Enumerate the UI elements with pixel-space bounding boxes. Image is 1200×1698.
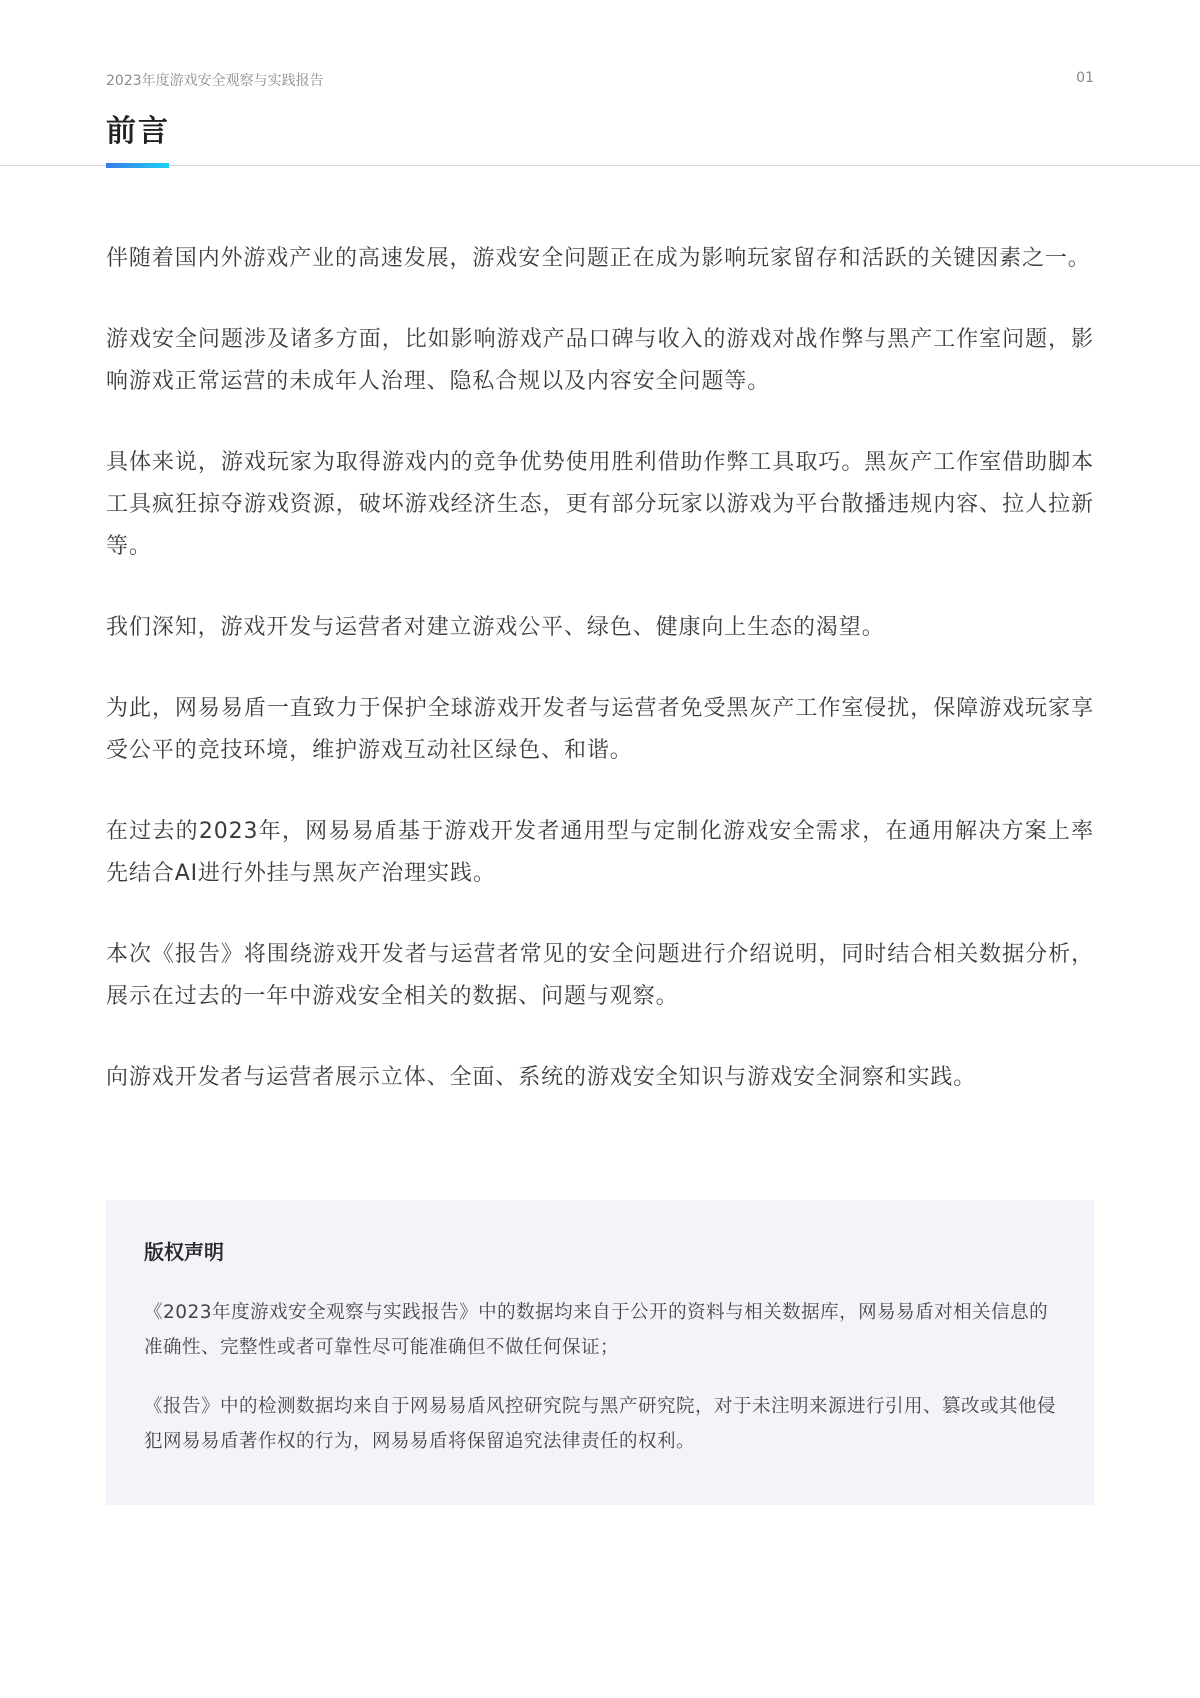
paragraph: 向游戏开发者与运营者展示立体、全面、系统的游戏安全知识与游戏安全洞察和实践。 <box>106 1065 977 1090</box>
paragraph: 在过去的2023年，网易易盾基于游戏开发者通用型与定制化游戏安全需求，在通用解决方案上率先结合AI进行外挂与黑灰产治理实践。 <box>106 819 1094 886</box>
copyright-item: 《报告》中的检测数据均来自于网易易盾风控研究院与黑产研究院，对于未注明来源进行引用、篡改或其他侵犯网易易盾著作权的行为，网易易盾将保留追究法律责任的权利。 <box>144 1396 1057 1452</box>
paragraph: 伴随着国内外游戏产业的高速发展，游戏安全问题正在成为影响玩家留存和活跃的关键因素之一。 <box>106 246 1091 271</box>
paragraph: 为此，网易易盾一直致力于保护全球游戏开发者与运营者免受黑灰产工作室侵扰，保障游戏玩家享受公平的竞技环境，维护游戏互动社区绿色、和谐。 <box>106 696 1094 763</box>
copyright-notice <box>106 1200 1094 1505</box>
preface-body <box>106 238 1094 1138</box>
page-title: 前言 <box>106 114 170 149</box>
paragraph: 游戏安全问题涉及诸多方面，比如影响游戏产品口碑与收入的游戏对战作弊与黑产工作室问题，影响游戏正常运营的未成年人治理、隐私合规以及内容安全问题等。 <box>106 327 1094 394</box>
report-name: 2023年度游戏安全观察与实践报告 <box>106 73 324 89</box>
title-accent-bar <box>106 163 169 168</box>
paragraph: 本次《报告》将围绕游戏开发者与运营者常见的安全问题进行介绍说明，同时结合相关数据分析，展示在过去的一年中游戏安全相关的数据、问题与观察。 <box>106 942 1094 1009</box>
header-divider <box>0 165 1200 166</box>
paragraph: 我们深知，游戏开发与运营者对建立游戏公平、绿色、健康向上生态的渴望。 <box>106 615 885 640</box>
paragraph: 具体来说，游戏玩家为取得游戏内的竞争优势使用胜利借助作弊工具取巧。黑灰产工作室借助脚本工具疯狂掠夺游戏资源，破坏游戏经济生态，更有部分玩家以游戏为平台散播违规内容、拉人拉新等。 <box>106 450 1094 559</box>
copyright-title: 版权声明 <box>144 1240 224 1264</box>
copyright-item: 《2023年度游戏安全观察与实践报告》中的数据均来自于公开的资料与相关数据库，网易易盾对相关信息的准确性、完整性或者可靠性尽可能准确但不做任何保证； <box>144 1302 1049 1358</box>
page-number: 01 <box>1076 70 1094 86</box>
